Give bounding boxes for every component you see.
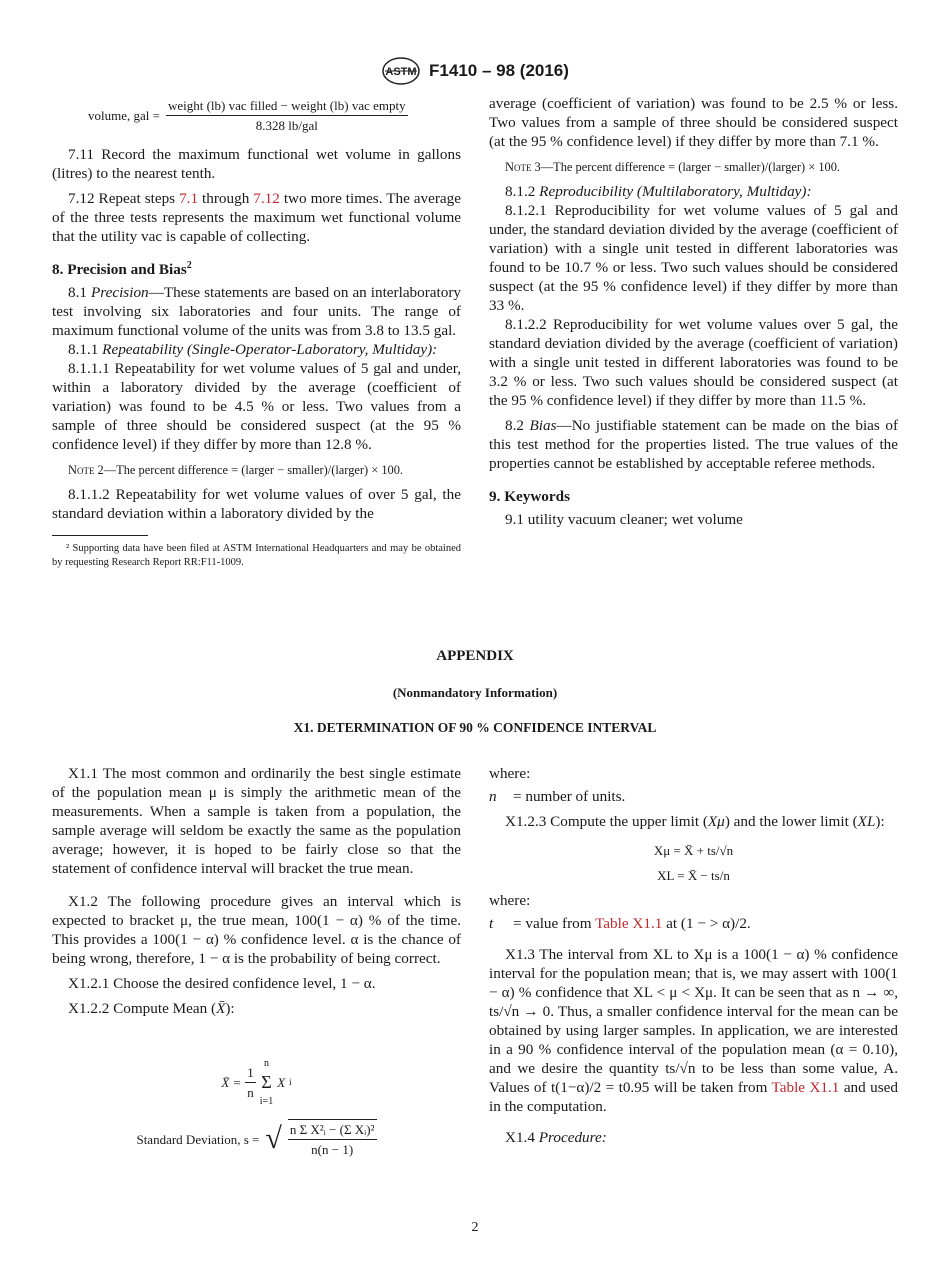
- para-x1-4: X1.4 Procedure:: [505, 1129, 607, 1146]
- para-7-11: 7.11 Record the maximum functional wet volume in gallons (litres) to the nearest tenth.: [52, 146, 461, 182]
- footnote-2: ² Supporting data have been filed at ASTM International Headquarters and may be obtained by requesting Research Report RR:F11-1009.: [52, 543, 461, 569]
- footnote-marker[interactable]: 2: [186, 260, 192, 271]
- footnote-divider: [52, 535, 148, 536]
- para-8-1-1: 8.1.1 Repeatability (Single-Operator-Laboratory, Multiday):: [68, 341, 438, 359]
- para-x1-3: X1.3 The interval from XL to Xμ is a 100(1 − α) % confidence interval for the population mean; that is, we may assert with 100(1 − α) % confidence that XL < μ < Xμ. It can be seen that as n → ∞, ts/√n → 0. Thus, a smaller confidence interval for the mean can be obtained by using larger samples. In application, we are interested in a 90 % confidence interval of the population mean (α = 0.10), and we desire the quantity ts/√n to be less than some value, A. Values of t(1−α)/2 = t0.95 will be taken from Table X1.1 and used in the computation.: [489, 946, 898, 1115]
- right-column-bottom: [489, 764, 898, 1147]
- upper-limit-equation: Xμ = X̄ + ts/√n: [653, 843, 734, 858]
- para-9-1: 9.1 utility vacuum cleaner; wet volume: [505, 511, 743, 528]
- para-7-12: 7.12 Repeat steps 7.1 through 7.12 two more times. The average of the three tests represents the maximum wet functional volume that the utility vac is capable of collecting.: [52, 190, 462, 245]
- section-9-heading: 9. Keywords: [489, 488, 570, 505]
- lower-limit-equation: XL = X̄ − ts/n: [657, 868, 730, 883]
- para-x1-2-2: X1.2.2 Compute Mean (X̄):: [68, 1000, 235, 1017]
- definition-n: n = number of units.: [489, 788, 626, 805]
- formula-denominator: 8.328 lb/gal: [255, 118, 318, 133]
- definition-t: t = value from Table X1.1 at (1 − > α)/2.: [489, 915, 751, 932]
- para-8-1-2-2: 8.1.2.2 Reproducibility for wet volume values over 5 gal, the standard deviation divided by the average (coefficient of variation) with a single unit tested in different laboratories was found to be 3.2 % or less. Two such values should be considered suspect (at the 95 % confidence level) if they differ by more than 11.5 %.: [489, 316, 898, 409]
- page-number: 2: [471, 1220, 479, 1235]
- astm-logo-icon: [381, 56, 421, 86]
- right-column-top: [489, 94, 898, 529]
- where-label-2: where:: [489, 892, 531, 909]
- mean-equation: [52, 1054, 461, 1111]
- link-7-12[interactable]: 7.12: [253, 190, 280, 207]
- formula-numerator: weight (lb) vac filled − weight (lb) vac empty: [166, 96, 408, 116]
- para-8-1-1-2: 8.1.1.2 Repeatability for wet volume values of over 5 gal, the standard deviation within a laboratory divided by the: [52, 486, 461, 523]
- para-8-1-2-1: 8.1.2.1 Reproducibility for wet volume values of 5 gal and under, the standard deviation divided by the average (coefficient of variation) with a single unit tested in different laboratories was found to be 10.7 % or less. Two such values should be considered suspect (at the 95 % confidence level) if they differ by more than 33 %.: [489, 202, 898, 314]
- para-x1-1: X1.1 The most common and ordinarily the best single estimate of the population mean μ is simply the arithmetic mean of the measurements. When a sample is taken from a population, the sample average will seldom be exactly the same as the population average; however, it is hoped to be fairly close so that the statement of confidence interval will bracket the true mean.: [52, 765, 461, 877]
- appendix-subtitle: (Nonmandatory Information): [392, 685, 558, 700]
- left-column-bottom: [52, 764, 461, 1165]
- link-7-1[interactable]: 7.1: [179, 190, 199, 207]
- note-3: Note 3—The percent difference = (larger − smaller)/(larger) × 100.: [505, 160, 841, 174]
- para-8-1: 8.1 Precision—These statements are based on an interlaboratory test involving six laboratories and four units. The range of maximum functional volume of the units was from 3.8 to 13.5 gal.: [52, 284, 462, 340]
- left-column-top: [52, 94, 461, 570]
- section-8-heading: 8. Precision and Bias$^2$: [52, 260, 192, 279]
- sd-label: Standard Deviation, s =: [136, 1131, 260, 1147]
- mean-lhs: X̄ =: [221, 1075, 242, 1090]
- sqrt-icon: √: [265, 1122, 282, 1155]
- x1-title: X1. DETERMINATION OF 90 % CONFIDENCE INTERVAL: [293, 720, 657, 735]
- sd-equation: [52, 1119, 461, 1159]
- astm-logo-text: ASTM: [385, 66, 417, 78]
- para-x1-2-3: X1.2.3 Compute the upper limit (Xμ) and the lower limit (XL):: [505, 813, 885, 830]
- volume-fraction: [166, 96, 408, 135]
- sum-symbol: n Σ i=1: [259, 1058, 274, 1107]
- appendix-title: APPENDIX: [436, 648, 514, 664]
- para-x1-2: X1.2 The following procedure gives an interval which is expected to bracket μ, the true mean, 100(1 − α) % of the time. This provides a 100(1 − α) % confidence level. α is the chance of being wrong, therefore, 1 − α is the probability of being correct.: [52, 893, 461, 967]
- para-8-1-1-2-cont: average (coefficient of variation) was found to be 2.5 % or less. Two values from a sample of three should be considered suspect (at the 95 % confidence level) if they differ by more than 7.1 %.: [489, 95, 898, 150]
- para-8-1-2: 8.1.2 Reproducibility (Multilaboratory, Multiday):: [505, 183, 812, 200]
- mean-fraction: $\frac{1}{n}$: [247, 1065, 254, 1100]
- para-8-2: 8.2 Bias—No justifiable statement can be made on the bias of this test method for the properties listed. The true values of the properties cannot be established by acceptable referee methods.: [489, 417, 898, 472]
- mean-var: X: [277, 1075, 286, 1090]
- volume-formula: [88, 96, 461, 135]
- where-label-1: where:: [489, 765, 531, 782]
- note-2: Note 2—The percent difference = (larger − smaller)/(larger) × 100.: [68, 463, 404, 478]
- formula-lhs: volume, gal =: [88, 108, 160, 123]
- sd-fraction: $\frac{\text{n Σ X²ᵢ − (Σ Xᵢ)²}}{n(n - 1)}$: [288, 1119, 377, 1159]
- para-x1-2-1: X1.2.1 Choose the desired confidence level, 1 − α.: [68, 975, 376, 992]
- link-table-x1-1[interactable]: Table X1.1: [595, 915, 663, 932]
- page-header: [0, 56, 950, 86]
- para-8-1-1-1: 8.1.1.1 Repeatability for wet volume values of 5 gal and under, within a laboratory divided by the average (coefficient of variation) was found to be 4.5 % or less. Two values from a sample of three should be considered suspect (at the 95 % confidence level) if they differ by more than 12.8 %.: [52, 360, 461, 454]
- link-table-x1-1-b[interactable]: Table X1.1: [771, 1079, 840, 1096]
- mean-subscript: i: [289, 1077, 292, 1087]
- document-code: F1410 – 98 (2016): [429, 61, 569, 80]
